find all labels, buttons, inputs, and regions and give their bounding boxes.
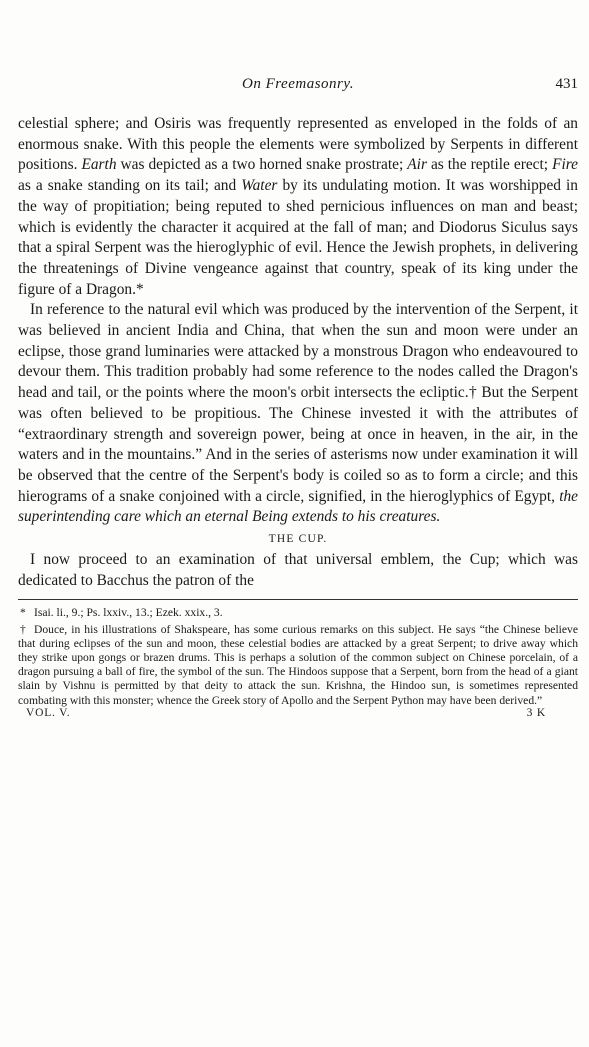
paragraph-1-text-b: was depicted as a two horned snake prostrate;	[116, 156, 408, 174]
page-body	[18, 114, 578, 591]
paragraph-1	[18, 114, 578, 300]
paragraph-1-text-a: celestial sphere; and Osiris was frequently represented as enveloped in the folds of an enormous snake. With this people the elements were symbolized by Serpents in different positions.	[18, 115, 578, 174]
footnote-2	[18, 623, 578, 708]
paragraph-2-italic: the superintending care which an eternal Being extends to his creatures.	[18, 487, 578, 526]
volume-label: VOL. V.	[26, 706, 71, 719]
page-number: 431	[555, 76, 578, 92]
paragraph-1-text-d: as a snake standing on its tail; and	[18, 177, 242, 195]
footnote-divider	[18, 599, 578, 600]
footnote-2-mark: †	[20, 622, 26, 636]
paragraph-2	[18, 300, 578, 528]
signature-line	[18, 708, 578, 722]
book-page	[18, 76, 578, 722]
paragraph-1-text-c: as the reptile erect;	[426, 156, 553, 174]
paragraph-1-text-e: by its undulating motion. It was worshipped in the way of propitiation; being reputed to shed pernicious influences on man and beast; which is evidently the character it acquired at the fall of man; and Diodorus Siculus says that a spiral Serpent was the hieroglyphic of evil. Hence the Jewish prophets, in delivering the threatenings of Divine vengeance against that country, speak of its king under the figure of a Dragon.*	[18, 177, 579, 298]
footnotes	[18, 606, 578, 707]
section-heading: THE CUP.	[268, 533, 328, 546]
footnote-2-text: Douce, in his illustrations of Shakspeare, has some curious remarks on this subject. He says “the Chinese believe that during eclipses of the sun and moon, these celestial bodies are attacked by a great Serpent; to drive away which they strike upon gongs or brazen drums. This is perhaps a solution of the common subject on Chinese porcelain, of a dragon pursuing a ball of fire, the symbol of the sun. The Hindoos suppose that a Serpent, born from the head of a giant slain by Vishnu is permitted by that deity to attack the sun. Krishna, the Hindoo sun, is sometimes represented combating with this monster; whence the Greek story of Apollo and the Serpent Python may have been derived.”	[18, 622, 578, 707]
paragraph-3: I now proceed to an examination of that universal emblem, the Cup; which was dedicated to Bacchus the patron of the	[18, 551, 578, 589]
page-header	[18, 76, 578, 100]
signature-mark: 3 K	[526, 706, 546, 719]
footnote-1-text: Isai. li., 9.; Ps. lxxiv., 13.; Ezek. xxix., 3.	[34, 606, 223, 620]
paragraph-2-text: In reference to the natural evil which was produced by the intervention of the Serpent, it was believed in ancient India and China, that when the sun and moon were under an eclipse, those grand luminaries were attacked by a monstrous Dragon who endeavoured to devour them. This tradition probably had some reference to the nodes called the Dragon's head and tail, or the points where the moon's orbit intersects the ecliptic.† But the Serpent was often believed to be propitious. The Chinese invested it with the attributes of “extraordinary strength and sovereign power, being at once in heaven, in the air, in the waters and in the mountains.” And in the series of asterisms now under examination it will be observed that the centre of the Serpent's body is coiled so as to form a circle; and this hierograms of a snake conjoined with a circle, signified, in the hieroglyphics of Egypt,	[18, 301, 578, 505]
paragraph-1-italic-water: Water	[241, 177, 278, 195]
footnote-1-mark: *	[20, 606, 26, 620]
paragraph-1-italic-earth: Earth	[81, 156, 117, 174]
footnote-1	[18, 606, 578, 620]
paragraph-1-italic-air: Air	[407, 156, 427, 174]
running-title: On Freemasonry.	[242, 76, 354, 92]
paragraph-1-italic-fire: Fire	[552, 156, 578, 174]
